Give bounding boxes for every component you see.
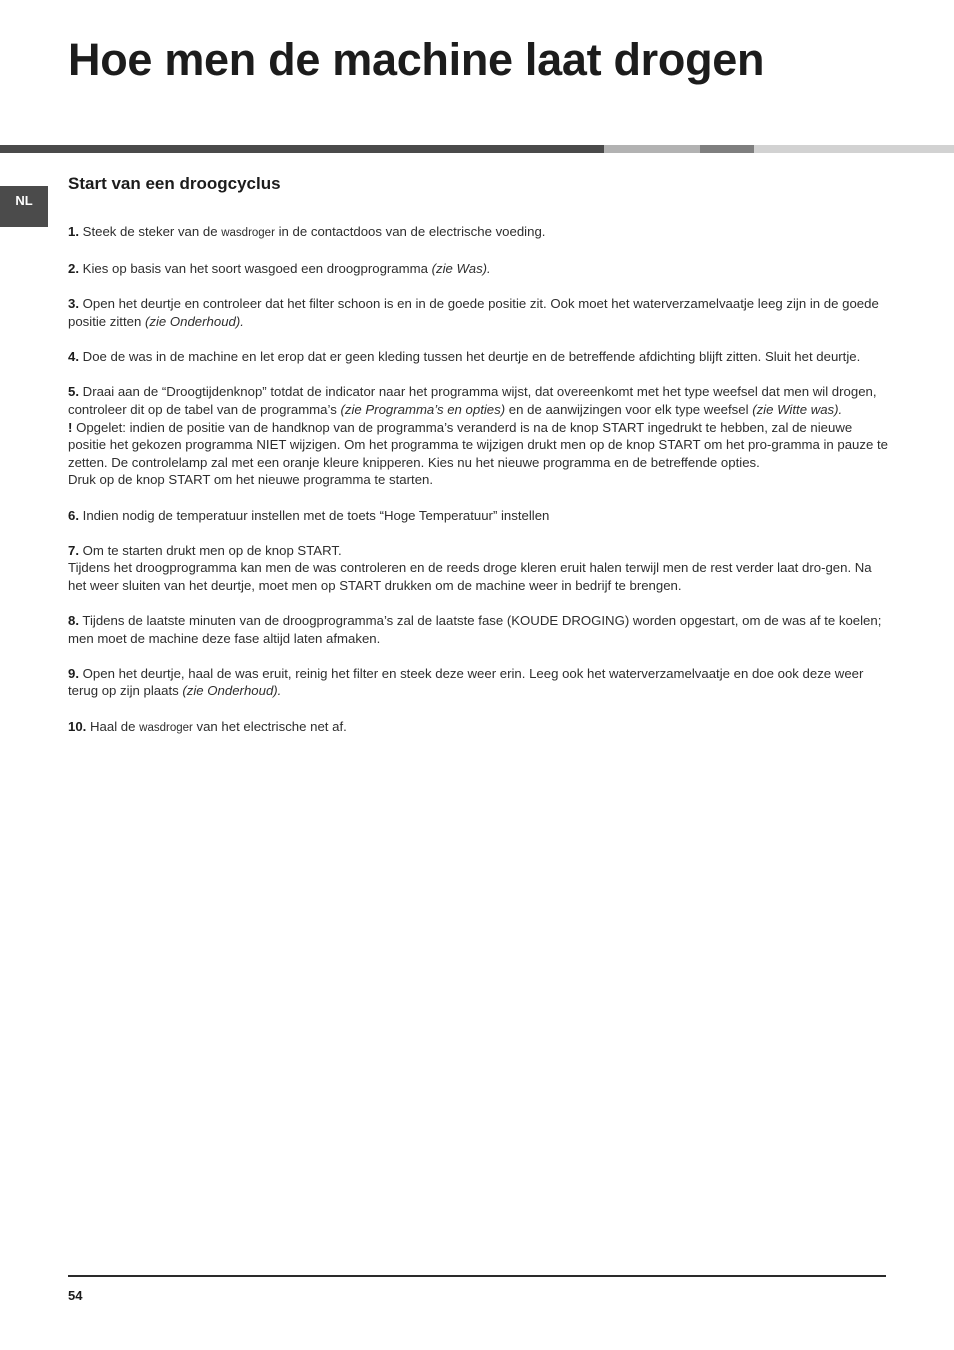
step-body: Draai aan de “Droogtijdenknop” totdat de indicator naar het programma wijst, dat overeenkomt met het type weefsel dat men wil drogen, controleer dit op de tabel van de programma’s (68, 384, 877, 417)
step-body: Haal de (86, 718, 140, 734)
step-body: Open het deurtje, haal de was eruit, reinig het filter en steek deze weer erin. Leeg ook het waterverzamelvaatje en doe ook deze weer terug op zijn plaats (68, 665, 864, 699)
step-text (68, 665, 888, 700)
step-number: 9. (68, 665, 79, 681)
step-number: 5. (68, 384, 79, 400)
step-1 (68, 223, 888, 243)
step-body: en de aanwijzingen voor elk type weefsel (505, 401, 753, 417)
header-bar-mid (700, 145, 754, 153)
step-5 (68, 383, 888, 489)
step-body: Open het deurtje en controleer dat het filter schoon is en in de goede positie zit. Ook moet het waterverzamelvaatje leeg zijn in de goede positie zitten (68, 296, 879, 329)
step-text (68, 383, 888, 418)
step-10 (68, 718, 888, 738)
step-body: Steek de steker van de (79, 224, 222, 239)
step-text (68, 348, 888, 366)
steps-list (68, 223, 888, 755)
section-heading: Start van een droogcyclus (68, 174, 281, 193)
header-bar-light (604, 145, 700, 153)
step-number: 4. (68, 349, 79, 365)
page-number: 54 (68, 1288, 83, 1303)
step-number: 3. (68, 296, 79, 312)
step-small-term: wasdroger (139, 721, 193, 734)
step-reference: (zie Was). (431, 261, 491, 277)
step-body: Om te starten drukt men op de knop START. (79, 542, 342, 558)
step-body: Kies op basis van het soort wasgoed een droogprogramma (79, 261, 432, 277)
step-text (68, 718, 888, 738)
page-title: Hoe men de machine laat drogen (68, 34, 765, 85)
step-3 (68, 295, 888, 330)
step-number: 8. (68, 613, 79, 629)
step-body: Doe de was in de machine en let erop dat er geen kleding tussen het deurtje en de betreffende afdichting blijft zitten. Sluit het deurtje. (79, 349, 861, 365)
step-body: Tijdens de laatste minuten van de droogprogramma’s zal de laatste fase (KOUDE DROGING) worden opgestart, om de was af te koelen; men moet de machine deze fase altijd laten afmaken. (68, 613, 882, 646)
step-number: 7. (68, 542, 79, 558)
step-number: 1. (68, 224, 79, 239)
step-text (68, 295, 888, 330)
step-text (68, 223, 888, 243)
step-reference: (zie Onderhoud). (182, 683, 282, 699)
step-number: 2. (68, 261, 79, 277)
step-body: in de contactdoos van de electrische voeding. (274, 224, 546, 239)
step-reference: (zie Programma’s en opties) (340, 401, 506, 417)
step-4 (68, 348, 888, 366)
step-number: 10. (68, 718, 87, 734)
step-text (68, 260, 888, 278)
language-tab: NL (0, 186, 48, 227)
step-reference: (zie Witte was). (752, 401, 843, 417)
step-text (68, 612, 888, 647)
step-text (68, 542, 888, 560)
step-6 (68, 507, 888, 525)
warning-icon: ! (68, 419, 73, 435)
header-bar-dark (0, 145, 604, 153)
step-extra: Tijdens het droogprogramma kan men de was controleren en de reeds droge kleren eruit halen terwijl men de rest verder laat dro-gen. Na het weer sluiten van het deurtje, moet men op START drukken om de machine weer in bedrijf te brengen. (68, 560, 872, 593)
footer-rule (68, 1275, 886, 1277)
step-9 (68, 665, 888, 700)
step-extra: Druk op de knop START om het nieuwe programma te starten. (68, 472, 434, 488)
header-bar-pale (754, 145, 954, 153)
warning-body: Opgelet: indien de positie van de handknop van de programma’s veranderd is na de knop START ingedrukt te hebben, zal de nieuwe positie het gekozen programma NIET wijzigen. Om het programma te wijzigen drukt men op de knop START om het pro-gramma in pauze te zetten. De controlelamp zal met een oranje kleure knipperen. Kies nu het nieuwe programma en de betreffende opties. (68, 419, 888, 470)
step-7 (68, 542, 888, 595)
step-small-term: wasdroger (221, 227, 275, 239)
step-body: van het electrische net af. (192, 718, 347, 734)
step-text (68, 507, 888, 525)
step-reference: (zie Onderhoud). (144, 313, 244, 329)
warning-text (68, 419, 888, 472)
step-number: 6. (68, 507, 79, 523)
step-8 (68, 612, 888, 647)
step-body: Indien nodig de temperatuur instellen met de toets “Hoge Temperatuur” instellen (79, 507, 550, 523)
step-2 (68, 260, 888, 278)
